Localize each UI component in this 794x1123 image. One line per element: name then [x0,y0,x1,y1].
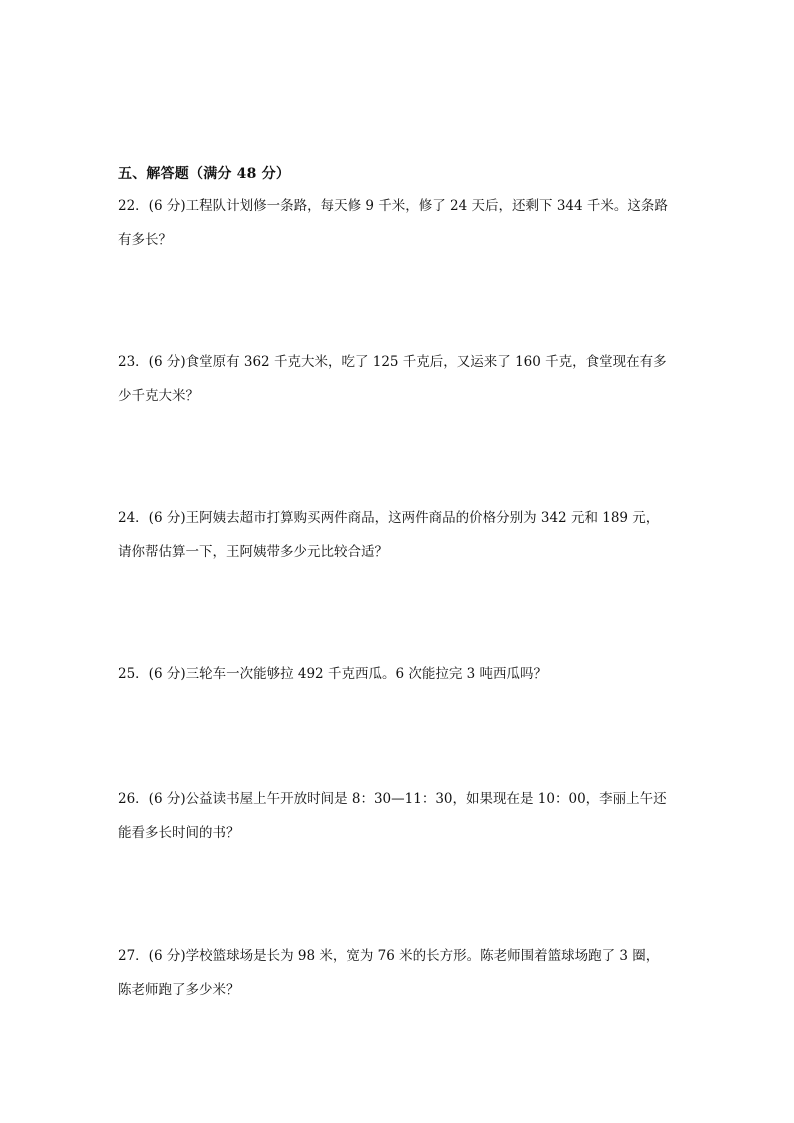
question-line: 27．(6 分)学校篮球场是长为 98 米，宽为 76 米的长方形。陈老师围着篮球场跑了 3 圈， [118,948,660,964]
question-22 [118,189,678,257]
question-25 [118,657,678,691]
question-line: 23．(6 分)食堂原有 362 千克大米，吃了 125 千克后，又运来了 160 千克，食堂现在有多 [118,354,667,370]
section-title: 五、解答题（满分 48 分） [118,166,291,182]
question-line: 请你帮估算一下，王阿姨带多少元比较合适？ [118,544,388,560]
question-line: 26．(6 分)公益读书屋上午开放时间是 8：30—11：30，如果现在是 10：00，李丽上午还 [118,791,667,807]
question-line: 陈老师跑了多少米？ [118,982,240,998]
question-23 [118,345,678,413]
question-line: 能看多长时间的书？ [118,825,240,841]
question-line: 有多长？ [118,232,172,248]
question-27 [118,939,678,1007]
question-24 [118,501,678,569]
question-26 [118,782,678,850]
question-line: 少千克大米？ [118,388,199,404]
question-line: 24．(6 分)王阿姨去超市打算购买两件商品，这两件商品的价格分别为 342 元和 189 元， [118,510,660,526]
question-line: 25．(6 分)三轮车一次能够拉 492 千克西瓜。6 次能拉完 3 吨西瓜吗？ [118,666,547,682]
question-line: 22．(6 分)工程队计划修一条路，每天修 9 千米，修了 24 天后，还剩下 344 千米。这条路 [118,198,668,214]
